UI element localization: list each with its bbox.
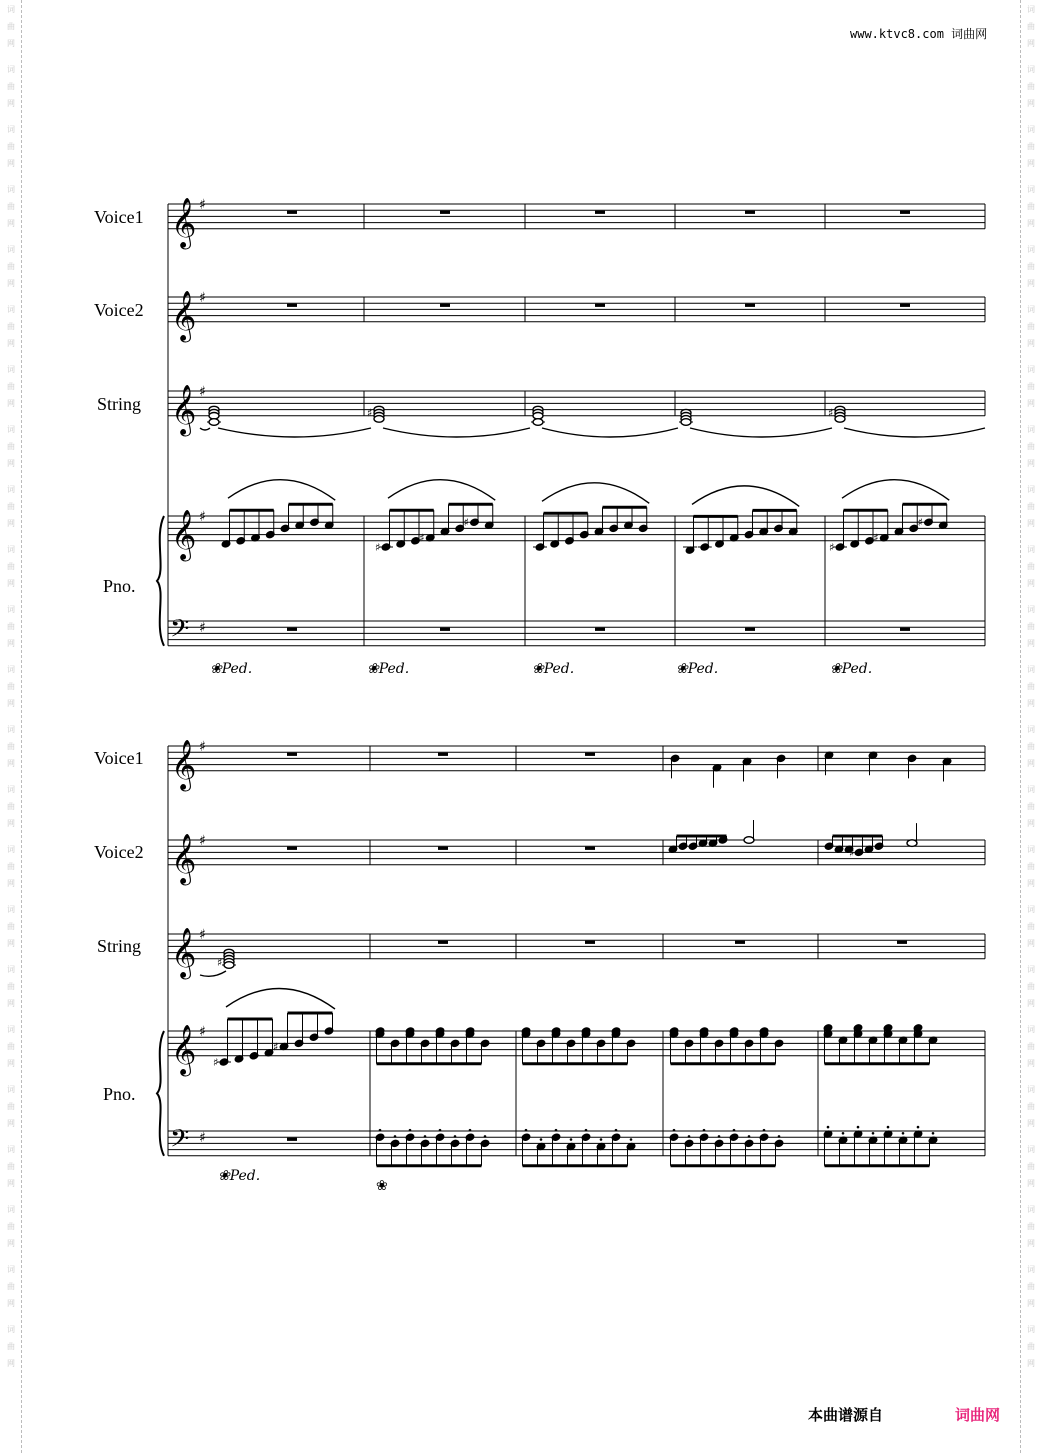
watermark-char: 网 — [1027, 1299, 1035, 1308]
watermark-char: 词 — [7, 125, 15, 134]
watermark-char: 网 — [7, 999, 15, 1008]
watermark-char: 词 — [7, 1265, 15, 1274]
whole-rest — [735, 941, 745, 944]
watermark-char: 网 — [1027, 519, 1035, 528]
staccato-dot — [673, 1129, 676, 1132]
half-note — [907, 840, 917, 847]
accidental-sharp-icon: ♯ — [419, 531, 425, 545]
tie — [200, 428, 210, 430]
staccato-dot — [570, 1138, 573, 1141]
watermark-char: 曲 — [1027, 142, 1035, 151]
footer-source-text: 本曲谱源自 — [808, 1406, 884, 1424]
slur — [226, 988, 335, 1009]
watermark-char: 曲 — [7, 1042, 15, 1051]
whole-rest — [585, 753, 595, 756]
watermark-char: 网 — [7, 579, 15, 588]
staccato-dot — [439, 1129, 442, 1132]
whole-rest — [900, 304, 910, 307]
pedal-release-icon: ❀ — [376, 1178, 388, 1194]
watermark-char: 词 — [1027, 1325, 1035, 1334]
watermark-char: 曲 — [1027, 502, 1035, 511]
watermark-char: 网 — [7, 219, 15, 228]
watermark-char: 曲 — [1027, 1222, 1035, 1231]
tie — [218, 428, 371, 437]
watermark-char: 曲 — [7, 82, 15, 91]
watermark-char: 网 — [1027, 579, 1035, 588]
watermark-char: 网 — [7, 639, 15, 648]
whole-rest — [287, 304, 297, 307]
watermark-char: 网 — [1027, 759, 1035, 768]
piano-brace — [157, 516, 164, 646]
key-signature-sharp-icon: ♯ — [199, 739, 206, 755]
watermark-char: 曲 — [7, 502, 15, 511]
watermark-char: 曲 — [1027, 622, 1035, 631]
watermark-char: 网 — [1027, 99, 1035, 108]
watermark-char: 网 — [1027, 1359, 1035, 1368]
staccato-dot — [703, 1129, 706, 1132]
staccato-dot — [454, 1135, 457, 1138]
tie — [844, 428, 985, 437]
watermark-char: 网 — [1027, 1119, 1035, 1128]
watermark-char: 曲 — [7, 202, 15, 211]
pedal-mark: ❀Ped. — [218, 1168, 261, 1184]
treble-clef-icon: 𝄞 — [171, 927, 197, 978]
watermark-char: 词 — [7, 845, 15, 854]
watermark-char: 曲 — [1027, 1282, 1035, 1291]
accidental-sharp-icon: ♯ — [367, 406, 373, 420]
whole-rest — [900, 628, 910, 631]
staccato-dot — [733, 1129, 736, 1132]
whole-rest — [745, 211, 755, 214]
watermark-char: 曲 — [7, 262, 15, 271]
accidental-sharp-icon: ♯ — [917, 516, 923, 530]
whole-rest — [287, 847, 297, 850]
watermark-char: 曲 — [7, 1222, 15, 1231]
accidental-sharp-icon: ♯ — [829, 541, 835, 554]
piano-brace — [157, 1031, 164, 1156]
whole-rest — [438, 753, 448, 756]
pedal-mark: ❀Ped. — [532, 661, 575, 677]
staccato-dot — [630, 1138, 633, 1141]
watermark-char: 词 — [1027, 845, 1035, 854]
whole-rest — [440, 628, 450, 631]
watermark-char: 曲 — [1027, 322, 1035, 331]
staccato-dot — [540, 1138, 543, 1141]
accidental-sharp-icon: ♯ — [828, 406, 834, 420]
bass-clef-icon: 𝄢 — [170, 1124, 190, 1160]
watermark-char: 曲 — [7, 322, 15, 331]
watermark-char: 曲 — [1027, 22, 1035, 31]
instrument-label-voice2: Voice2 — [94, 300, 144, 320]
whole-note — [224, 962, 234, 969]
watermark-char: 曲 — [7, 442, 15, 451]
watermark-char: 词 — [1027, 965, 1035, 974]
watermark-char: 词 — [1027, 5, 1035, 14]
staccato-dot — [902, 1132, 905, 1135]
treble-clef-icon: 𝄞 — [171, 833, 197, 884]
watermark-char: 词 — [1027, 305, 1035, 314]
watermark-char: 网 — [1027, 159, 1035, 168]
watermark-char: 曲 — [7, 22, 15, 31]
whole-rest — [440, 304, 450, 307]
watermark-char: 曲 — [1027, 382, 1035, 391]
watermark-char: 词 — [1027, 245, 1035, 254]
site-name[interactable]: 词曲网 — [951, 27, 988, 41]
staccato-dot — [484, 1135, 487, 1138]
watermark-char: 曲 — [1027, 82, 1035, 91]
watermark-char: 词 — [1027, 725, 1035, 734]
watermark-char: 词 — [7, 1145, 15, 1154]
whole-rest — [440, 211, 450, 214]
watermark-char: 曲 — [7, 982, 15, 991]
watermark-char: 曲 — [1027, 862, 1035, 871]
watermark-char: 网 — [1027, 639, 1035, 648]
watermark-char: 曲 — [1027, 682, 1035, 691]
watermark-char: 词 — [7, 1085, 15, 1094]
key-signature-sharp-icon: ♯ — [199, 509, 206, 525]
watermark-char: 曲 — [7, 382, 15, 391]
pedal-mark: ❀Ped. — [830, 661, 873, 677]
watermark-char: 词 — [7, 965, 15, 974]
half-note — [744, 837, 754, 844]
bass-clef-icon: 𝄢 — [170, 614, 190, 650]
watermark-char: 网 — [1027, 999, 1035, 1008]
whole-rest — [287, 753, 297, 756]
watermark-char: 词 — [1027, 65, 1035, 74]
watermark-char: 曲 — [7, 1342, 15, 1351]
watermark-char: 词 — [7, 665, 15, 674]
watermark-char: 曲 — [1027, 1342, 1035, 1351]
key-signature-sharp-icon: ♯ — [199, 197, 206, 213]
watermark-char: 曲 — [1027, 802, 1035, 811]
instrument-label-voice2: Voice2 — [94, 842, 144, 862]
watermark-char: 网 — [1027, 339, 1035, 348]
watermark-char: 词 — [1027, 665, 1035, 674]
watermark-char: 词 — [7, 545, 15, 554]
watermark-char: 曲 — [7, 922, 15, 931]
watermark-char: 曲 — [7, 622, 15, 631]
watermark-char: 词 — [7, 5, 15, 14]
watermark-char: 网 — [1027, 879, 1035, 888]
whole-rest — [745, 628, 755, 631]
watermark-char: 词 — [7, 1025, 15, 1034]
treble-clef-icon: 𝄞 — [171, 1024, 197, 1075]
watermark-char: 网 — [1027, 1239, 1035, 1248]
watermark-char: 词 — [1027, 605, 1035, 614]
treble-clef-icon: 𝄞 — [171, 197, 197, 248]
watermark-char: 词 — [7, 185, 15, 194]
watermark-char: 网 — [1027, 1059, 1035, 1068]
watermark-char: 词 — [1027, 1025, 1035, 1034]
staccato-dot — [887, 1126, 890, 1129]
slur — [228, 480, 335, 501]
whole-rest — [287, 211, 297, 214]
watermark-char: 网 — [1027, 939, 1035, 948]
watermark-char: 词 — [7, 305, 15, 314]
staccato-dot — [917, 1126, 920, 1129]
watermark-char: 网 — [7, 159, 15, 168]
watermark-char: 网 — [7, 399, 15, 408]
staccato-dot — [872, 1132, 875, 1135]
instrument-label-string: String — [97, 936, 142, 956]
watermark-char: 曲 — [7, 682, 15, 691]
whole-rest — [438, 847, 448, 850]
watermark-char: 网 — [7, 1119, 15, 1128]
watermark-char: 网 — [7, 1179, 15, 1188]
pedal-mark: ❀Ped. — [210, 661, 253, 677]
watermark-char: 词 — [1027, 1145, 1035, 1154]
watermark-char: 网 — [7, 699, 15, 708]
watermark-char: 词 — [7, 485, 15, 494]
staccato-dot — [424, 1135, 427, 1138]
watermark-char: 曲 — [1027, 562, 1035, 571]
staccato-dot — [555, 1129, 558, 1132]
staccato-dot — [857, 1126, 860, 1129]
watermark-char: 词 — [1027, 1265, 1035, 1274]
instrument-label-voice1: Voice1 — [94, 748, 144, 768]
site-url[interactable]: www.ktvc8.com — [850, 27, 944, 41]
watermark-char: 网 — [1027, 1179, 1035, 1188]
whole-rest — [595, 304, 605, 307]
key-signature-sharp-icon: ♯ — [199, 1024, 206, 1040]
key-signature-sharp-icon: ♯ — [199, 833, 206, 849]
watermark-char: 词 — [1027, 365, 1035, 374]
instrument-label-piano: Pno. — [103, 1084, 136, 1104]
watermark-char: 曲 — [1027, 202, 1035, 211]
watermark-char: 词 — [7, 605, 15, 614]
staccato-dot — [585, 1129, 588, 1132]
accidental-sharp-icon: ♯ — [375, 541, 381, 554]
watermark-char: 网 — [1027, 279, 1035, 288]
slur — [542, 483, 649, 504]
watermark-char: 曲 — [1027, 922, 1035, 931]
whole-note — [835, 416, 845, 423]
watermark-char: 网 — [1027, 39, 1035, 48]
watermark-char: 曲 — [7, 1162, 15, 1171]
whole-rest — [897, 941, 907, 944]
key-signature-sharp-icon: ♯ — [199, 927, 206, 943]
watermark-char: 词 — [7, 425, 15, 434]
accidental-sharp-icon: ♯ — [463, 516, 469, 530]
staccato-dot — [409, 1129, 412, 1132]
staccato-dot — [748, 1135, 751, 1138]
footer-brand-link[interactable]: 词曲网 — [955, 1406, 1001, 1424]
whole-rest — [745, 304, 755, 307]
watermark-char: 网 — [1027, 399, 1035, 408]
whole-rest — [595, 211, 605, 214]
slur — [692, 486, 799, 507]
watermark-char: 曲 — [1027, 1042, 1035, 1051]
staccato-dot — [600, 1138, 603, 1141]
watermark-char: 网 — [7, 1299, 15, 1308]
watermark-char: 曲 — [7, 802, 15, 811]
watermark-char: 网 — [7, 1059, 15, 1068]
watermark-char: 曲 — [7, 562, 15, 571]
watermark-char: 词 — [1027, 185, 1035, 194]
staccato-dot — [827, 1126, 830, 1129]
watermark-char: 网 — [1027, 459, 1035, 468]
staccato-dot — [379, 1129, 382, 1132]
staccato-dot — [932, 1132, 935, 1135]
watermark-char: 网 — [7, 819, 15, 828]
pedal-mark: ❀Ped. — [676, 661, 719, 677]
footer — [808, 1404, 1038, 1426]
watermark-char: 词 — [7, 365, 15, 374]
whole-rest — [287, 1138, 297, 1141]
watermark-char: 曲 — [1027, 442, 1035, 451]
whole-note — [533, 419, 543, 426]
treble-clef-icon: 𝄞 — [171, 739, 197, 790]
watermark-char: 曲 — [7, 862, 15, 871]
watermark-char: 词 — [7, 905, 15, 914]
whole-rest — [900, 211, 910, 214]
watermark-char: 曲 — [7, 742, 15, 751]
watermark-char: 网 — [7, 1359, 15, 1368]
watermark-char: 网 — [7, 99, 15, 108]
watermark-char: 词 — [1027, 785, 1035, 794]
accidental-sharp-icon: ♯ — [873, 531, 879, 545]
watermark-char: 网 — [1027, 699, 1035, 708]
whole-rest — [585, 941, 595, 944]
watermark-char: 网 — [7, 339, 15, 348]
watermark-char: 词 — [1027, 905, 1035, 914]
staccato-dot — [469, 1129, 472, 1132]
watermark-char: 网 — [1027, 219, 1035, 228]
staccato-dot — [718, 1135, 721, 1138]
key-signature-sharp-icon: ♯ — [199, 384, 206, 400]
watermark-char: 网 — [7, 879, 15, 888]
watermark-char: 网 — [7, 519, 15, 528]
key-signature-sharp-icon: ♯ — [199, 1130, 206, 1147]
watermark-char: 词 — [7, 1205, 15, 1214]
watermark-char: 词 — [7, 725, 15, 734]
watermark-char: 网 — [7, 459, 15, 468]
watermark-char: 词 — [1027, 1085, 1035, 1094]
instrument-label-voice1: Voice1 — [94, 207, 144, 227]
staccato-dot — [778, 1135, 781, 1138]
pedal-mark: ❀Ped. — [367, 661, 410, 677]
accidental-sharp-icon: ♯ — [213, 1056, 219, 1069]
watermark-char: 网 — [7, 939, 15, 948]
staccato-dot — [688, 1135, 691, 1138]
watermark-char: 词 — [7, 65, 15, 74]
watermark-char: 网 — [1027, 819, 1035, 828]
staccato-dot — [763, 1129, 766, 1132]
whole-note — [374, 416, 384, 423]
staccato-dot — [394, 1135, 397, 1138]
watermark-char: 词 — [7, 245, 15, 254]
whole-rest — [585, 847, 595, 850]
watermark-char: 曲 — [7, 1282, 15, 1291]
staccato-dot — [615, 1129, 618, 1132]
watermark-char: 词 — [1027, 425, 1035, 434]
treble-clef-icon: 𝄞 — [171, 509, 197, 560]
tie — [383, 428, 530, 437]
watermark-char: 曲 — [7, 142, 15, 151]
instrument-label-piano: Pno. — [103, 576, 136, 596]
accidental-sharp-icon: ♯ — [849, 846, 855, 860]
key-signature-sharp-icon: ♯ — [199, 620, 206, 637]
key-signature-sharp-icon: ♯ — [199, 290, 206, 306]
whole-rest — [595, 628, 605, 631]
watermark-char: 词 — [7, 1325, 15, 1334]
watermark-char: 曲 — [1027, 262, 1035, 271]
watermark-char: 网 — [7, 759, 15, 768]
watermark-char: 网 — [7, 279, 15, 288]
accidental-sharp-icon: ♯ — [217, 955, 223, 969]
watermark-char: 曲 — [1027, 1162, 1035, 1171]
staccato-dot — [525, 1129, 528, 1132]
whole-rest — [438, 941, 448, 944]
watermark-char: 曲 — [1027, 742, 1035, 751]
accidental-sharp-icon: ♯ — [273, 1040, 279, 1054]
staccato-dot — [842, 1132, 845, 1135]
watermark-char: 曲 — [7, 1102, 15, 1111]
watermark-char: 网 — [7, 1239, 15, 1248]
watermark-char: 词 — [1027, 125, 1035, 134]
instrument-label-string: String — [97, 394, 142, 414]
treble-clef-icon: 𝄞 — [171, 384, 197, 435]
watermark-char: 词 — [1027, 1205, 1035, 1214]
treble-clef-icon: 𝄞 — [171, 290, 197, 341]
slur — [388, 480, 495, 501]
watermark-char: 词 — [7, 785, 15, 794]
watermark-char: 词 — [1027, 485, 1035, 494]
whole-note — [209, 419, 219, 426]
watermark-char: 网 — [7, 39, 15, 48]
watermark-char: 词 — [1027, 545, 1035, 554]
tie — [690, 428, 832, 437]
whole-note — [681, 419, 691, 426]
slur — [842, 480, 949, 501]
tie — [542, 428, 678, 437]
watermark-char: 曲 — [1027, 1102, 1035, 1111]
watermark-char: 曲 — [1027, 982, 1035, 991]
whole-rest — [287, 628, 297, 631]
tie — [200, 971, 226, 976]
